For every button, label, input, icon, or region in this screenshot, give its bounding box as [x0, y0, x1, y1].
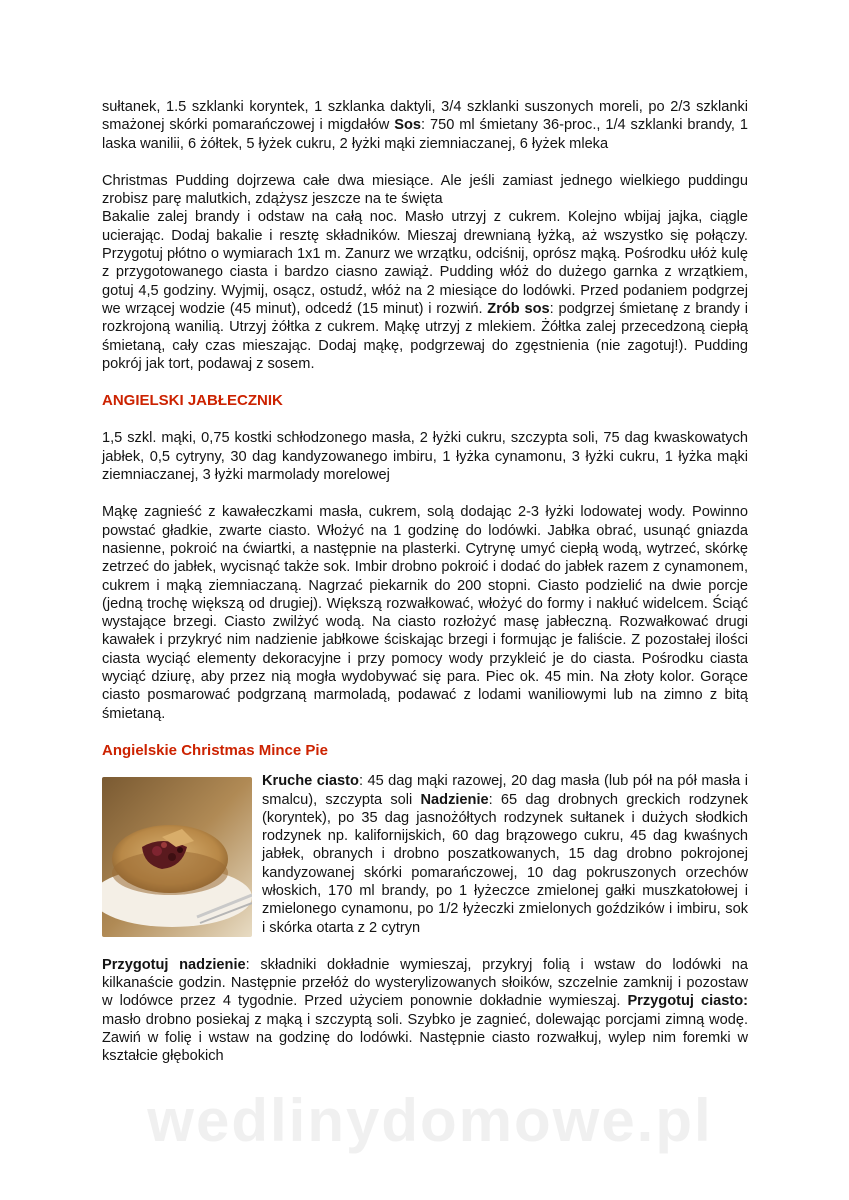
- mince-pie-photo: [102, 777, 252, 937]
- mince-pie-ingredients: Kruche ciasto: 45 dag mąki razowej, 20 dag masła (lub pół na pół masła i smalcu), szczypta soli Nadzienie: 65 dag drobnych greckich rodzynek (koryntek), po 35 dag jasnożółtych rodzynek sułtanek i dużych słodkich rodzynek np. kalifornijskich, 60 dag brązowego cukru, 45 dag kwaśnych jabłek, obranych i drobno poszatkowanych, 15 dag drobno pokrojonej kandyzowanej skórki pomarańczowej, 10 dag pokruszonych orzechów włoskich, 170 ml brandy, po 1 łyżeczce zmielonej gałki muszkatołowej i zmielonego cynamonu, po 1/2 łyżeczki zmielonych goździków i imbiru, sok i skórka otarta z 2 cytryn: [262, 773, 749, 936]
- section-heading-mince-pie: Angielskie Christmas Mince Pie: [102, 741, 328, 759]
- watermark: wedlinydomowe.pl: [147, 1087, 713, 1154]
- pudding-ingredients: sułtanek, 1.5 szklanki koryntek, 1 szklanka daktyli, 3/4 szklanki suszonych moreli, po 2/3 szklanki smażonej skórki pomarańczowej i migdałów Sos: 750 ml śmietany 36-proc., 1/4 szklanki brandy, 1 laska wanilii, 6 żółtek, 5 łyżek cukru, 2 łyżki mąki ziemniaczanej, 6 łyżek mleka: [102, 99, 748, 152]
- mince-pie-method: Przygotuj nadzienie: składniki dokładnie wymieszaj, przykryj folią i wstaw do lodówki na kilkanaście godzin. Następnie przełóż do wysterylizowanych słoików, szczelnie zamknij i pozostaw w lodówce przez 4 tygodnie. Przed użyciem ponownie dokładnie wymieszaj. Przygotuj ciasto: masło drobno posiekaj z mąką i szczyptą soli. Szybko je zagnieć, dolewając porcjami zimną wodę. Zawiń w folię i wstaw na godzinę do lodówki. Następnie ciasto rozwałkuj, wylep nim foremki w kształcie głębokich: [102, 956, 749, 1065]
- section-heading-apple-pie: ANGIELSKI JABŁECZNIK: [102, 392, 283, 410]
- pudding-method: Bakalie zalej brandy i odstaw na całą noc. Masło utrzyj z cukrem. Kolejno wbijaj jajka, ciągle ucierając. Dodaj bakalie i resztę składników. Mieszaj drewnianą łyżką, aż wszystko się połączy. Przygotuj płótno o wymiarach 1x1 m. Zanurz we wrzątku, odciśnij, oprósz mąką. Pośrodku ułóż kulę z przygotowanego ciasta i bardzo ciasno zawiąż. Pudding włóż do dużego garnka z wrzątkiem, gotuj 4,5 godziny. Wyjmij, osącz, ostudź, włóż na 2 miesiące do lodówki. Przed podaniem podgrzej we wrzącej wodzie (45 minut), odcedź (15 minut) i rozwiń. Zrób sos: podgrzej śmietanę z brandy i rozkrojoną wanilią. Utrzyj żółtka z cukrem. Mąkę utrzyj z mlekiem. Żółtka zalej przecedzoną ciepłą śmietaną, cały czas mieszając. Dodaj mąkę, podgrzewaj do zgęstnienia (nie zagotuj!). Pudding pokrój jak tort, podawaj z sosem.: [102, 209, 748, 372]
- pudding-intro: Christmas Pudding dojrzewa całe dwa miesiące. Ale jeśli zamiast jednego wielkiego puddingu zrobisz parę malutkich, zdążysz jeszcze na te święta: [102, 172, 748, 208]
- document-page: [102, 98, 748, 1066]
- apple-pie-ingredients: 1,5 szkl. mąki, 0,75 kostki schłodzonego masła, 2 łyżki cukru, szczypta soli, 75 dag kwaskowatych jabłek, 0,5 cytryny, 30 dag kandyzowanego imbiru, 1 łyżka cynamonu, 3 łyżki cukru, 1 łyżka mąki ziemniaczanej, 3 łyżki marmolady morelowej: [102, 430, 748, 484]
- apple-pie-method: Mąkę zagnieść z kawałeczkami masła, cukrem, solą dodając 2-3 łyżki lodowatej wody. Powinno powstać gładkie, zwarte ciasto. Włożyć na 1 godzinę do lodówki. Jabłka obrać, usunąć gniazda nasienne, pokroić na ćwiartki, a następnie na plasterki. Cytrynę umyć ciepłą wodą, wytrzeć, skórkę zetrzeć do jabłek, wycisnąć także sok. Imbir drobno pokroić i dodać do jabłek razem z cynamonem, cukrem i mąką ziemniaczaną. Nagrzać piekarnik do 200 stopni. Ciasto podzielić na dwie porcje (jedną trochę większą od drugiej). Większą rozwałkować, włożyć do formy i nakłuć widelcem. Ściąć wystające brzegi. Ciasto zwilżyć wodą. Na ciasto rozłożyć masę jabłeczną. Rozwałkować drugi kawałek i przykryć nim nadzienie jabłkowe ściskając brzegi i formując je faliście. Z pozostałej ilości ciasta wyciąć elementy dekoracyjne i przy pomocy wody przykleić je do ciasta. Pośrodku ciasta wyciąć dziurę, aby przez nią mogła wydobywać się para. Piec ok. 45 min. Na złoty kolor. Gorące ciasto posmarować podgrzaną marmoladą, podawać z lodami waniliowymi lub na zimno z bitą śmietaną.: [102, 504, 748, 722]
